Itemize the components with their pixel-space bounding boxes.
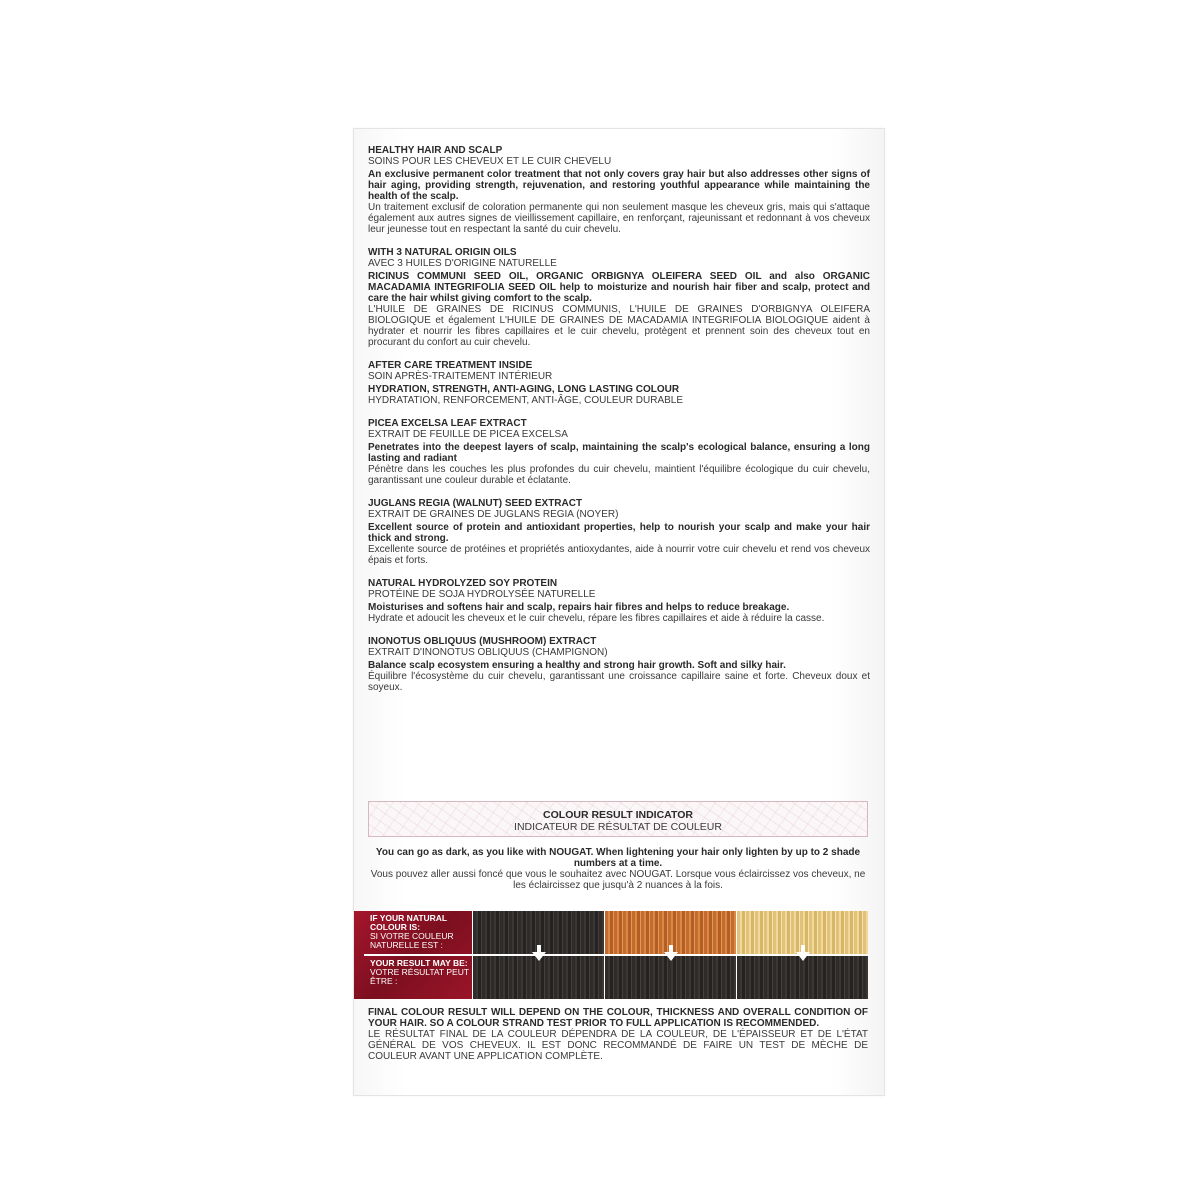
grid-label-column <box>354 911 472 999</box>
final-result-disclaimer <box>368 1007 868 1062</box>
result-swatch-dark-brown-2 <box>605 956 736 999</box>
result-label <box>354 956 472 999</box>
section-body: Moisturises and softens hair and scalp, repairs hair fibres and helps to reduce breakage. <box>368 602 790 613</box>
section-body: Balance scalp ecosystem ensuring a healthy and strong hair growth. Soft and silky hair. <box>368 660 786 671</box>
section-title: JUGLANS REGIA (WALNUT) SEED EXTRACT <box>368 498 583 509</box>
colour-result-grid <box>354 911 868 999</box>
natural-colour-label <box>354 911 472 954</box>
arrow-down-icon <box>664 945 678 961</box>
section-body: An exclusive permanent color treatment that not only covers gray hair but also addresses other signs of hair aging, providing strength, rejuvenation, and restoring youthful appearance while maintaining the health of the scalp. <box>368 169 870 202</box>
result-label-en: YOUR RESULT MAY BE: <box>370 958 468 968</box>
section-body-fr: Équilibre l'écosystème du cuir chevelu, garantissant une croissance capillaire saine et forte. Cheveux doux et soyeux. <box>368 671 870 693</box>
final-result-text-fr: LE RÉSULTAT FINAL DE LA COULEUR DÉPENDRA DE LA COULEUR, DE L'ÉPAISSEUR ET DE L'ÉTAT GÉNÉRAL DE VOS CHEVEUX. IL EST DONC RECOMMANDÉ DE FAIRE UN TEST DE MÈCHE DE COULEUR AVANT UNE APPLICATION COMPLÈTE. <box>368 1029 868 1062</box>
section-title: PICEA EXCELSA LEAF EXTRACT <box>368 418 527 429</box>
section-body-fr: Un traitement exclusif de coloration permanente qui non seulement masque les cheveux gris, mais qui s'attaque également aux autres signes de vieillissement capillaire, en renforçant, rajeunissant et redonnant à vos cheveux leur jeunesse tout en respectant la santé du cuir chevelu. <box>368 202 870 235</box>
section-body: Penetrates into the deepest layers of scalp, maintaining the scalp's ecological balance, ensuring a long lasting and radiant <box>368 442 870 464</box>
section-title-fr: AVEC 3 HUILES D'ORIGINE NATURELLE <box>368 258 557 269</box>
section-mushroom <box>368 636 870 693</box>
section-healthy-hair <box>368 145 870 235</box>
indicator-intro-text: You can go as dark, as you like with NOUGAT. When lightening your hair only lighten by up to 2 shade numbers at a time. <box>375 847 861 869</box>
section-title-fr: SOIN APRÈS-TRAITEMENT INTÉRIEUR <box>368 371 553 382</box>
final-result-text: FINAL COLOUR RESULT WILL DEPEND ON THE COLOUR, THICKNESS AND OVERALL CONDITION OF YOUR HAIR. SO A COLOUR STRAND TEST PRIOR TO FULL APPLICATION IS RECOMMENDED. <box>368 1007 868 1029</box>
package-back-panel <box>353 128 885 1096</box>
natural-colour-label-en: IF YOUR NATURAL COLOUR IS: <box>370 913 447 932</box>
section-title-fr: SOINS POUR LES CHEVEUX ET LE CUIR CHEVELU <box>368 156 612 167</box>
section-natural-oils <box>368 247 870 348</box>
section-body-fr: Hydrate et adoucit les cheveux et le cuir chevelu, répare les fibres capillaires et aide à réduire la casse. <box>368 613 825 624</box>
section-title: HEALTHY HAIR AND SCALP <box>368 145 503 156</box>
section-soy-protein <box>368 578 870 624</box>
section-title: NATURAL HYDROLYZED SOY PROTEIN <box>368 578 558 589</box>
section-body-fr: Pénètre dans les couches les plus profondes du cuir chevelu, maintient l'équilibre écologique du cuir chevelu, garantissant une couleur durable et éclatante. <box>368 464 870 486</box>
arrow-down-icon <box>796 945 810 961</box>
indicator-title: COLOUR RESULT INDICATOR <box>543 809 693 821</box>
colour-result-indicator-banner <box>368 801 868 837</box>
section-title-fr: EXTRAIT DE FEUILLE DE PICEA EXCELSA <box>368 429 568 440</box>
section-walnut <box>368 498 870 566</box>
indicator-title-fr: INDICATEUR DE RÉSULTAT DE COULEUR <box>514 821 722 833</box>
result-swatch-dark-brown-3 <box>737 956 868 999</box>
section-body-fr: L'HUILE DE GRAINES DE RICINUS COMMUNIS, L'HUILE DE GRAINES D'ORBIGNYA OLEIFERA BIOLOGIQUE et également L'HUILE DE GRAINES DE MACADAMIA INTEGRIFOLIA BIOLOGIQUE aident à hydrater et nourrir les fibres capillaires et le cuir chevelu, protègent et prennent soin des cheveux tout en procurant du confort au cuir chevelu. <box>368 304 870 348</box>
section-title-fr: EXTRAIT DE GRAINES DE JUGLANS REGIA (NOYER) <box>368 509 619 520</box>
section-title: INONOTUS OBLIQUUS (MUSHROOM) EXTRACT <box>368 636 597 647</box>
section-title-fr: EXTRAIT D'INONOTUS OBLIQUUS (CHAMPIGNON) <box>368 647 608 658</box>
result-label-fr: VOTRE RÉSULTAT PEUT ÊTRE : <box>370 967 469 986</box>
section-after-care <box>368 360 870 406</box>
section-body: HYDRATION, STRENGTH, ANTI-AGING, LONG LASTING COLOUR <box>368 384 680 395</box>
section-body-fr: HYDRATATION, RENFORCEMENT, ANTI-ÂGE, COULEUR DURABLE <box>368 395 684 406</box>
section-title-fr: PROTÉINE DE SOJA HYDROLYSÉE NATURELLE <box>368 589 596 600</box>
natural-colour-label-fr: SI VOTRE COULEUR NATURELLE EST : <box>370 931 454 950</box>
result-swatch-dark-brown-1 <box>473 956 604 999</box>
section-title: WITH 3 NATURAL ORIGIN OILS <box>368 247 517 258</box>
section-picea <box>368 418 870 486</box>
section-body: Excellent source of protein and antioxidant properties, help to nourish your scalp and make your hair thick and strong. <box>368 522 870 544</box>
arrow-down-icon <box>532 945 546 961</box>
section-body-fr: Excellente source de protéines et propriétés antioxydantes, aide à nourrir votre cuir chevelu et rend vos cheveux épais et forts. <box>368 544 870 566</box>
indicator-intro-text-fr: Vous pouvez aller aussi foncé que vous le souhaitez avec NOUGAT. Lorsque vous éclaircissez vos cheveux, ne les éclaircissez que jusqu'à 2 nuances à la fois. <box>370 869 866 891</box>
ingredient-sections <box>368 145 870 705</box>
indicator-intro <box>368 847 868 891</box>
section-body: RICINUS COMMUNI SEED OIL, ORGANIC ORBIGNYA OLEIFERA SEED OIL and also ORGANIC MACADAMIA INTEGRIFOLIA SEED OIL help to moisturize and nourish hair fiber and scalp, protect and care the hair whilst giving comfort to the scalp. <box>368 271 870 304</box>
section-title: AFTER CARE TREATMENT INSIDE <box>368 360 533 371</box>
